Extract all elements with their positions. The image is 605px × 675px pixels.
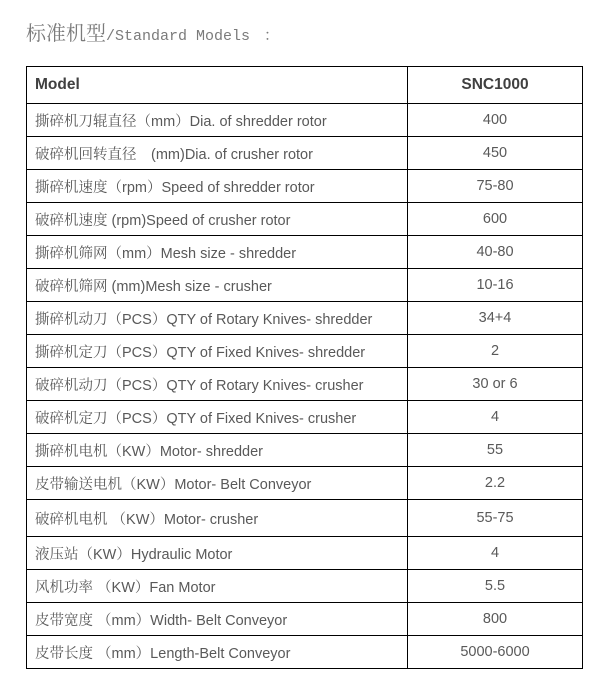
table-row	[27, 500, 583, 537]
table-header	[27, 67, 583, 104]
spec-label-cell: 撕碎机刀辊直径（mm）Dia. of shredder rotor	[27, 104, 408, 137]
spec-value-cell: 30 or 6	[408, 368, 583, 401]
spec-value-cell: 40-80	[408, 236, 583, 269]
table-row	[27, 368, 583, 401]
table-row	[27, 603, 583, 636]
table-row	[27, 137, 583, 170]
table-row	[27, 236, 583, 269]
spec-value-cell: 450	[408, 137, 583, 170]
spec-label-cell: 撕碎机速度（rpm）Speed of shredder rotor	[27, 170, 408, 203]
page-title	[26, 22, 279, 47]
spec-label-cell: 撕碎机动刀（PCS）QTY of Rotary Knives- shredder	[27, 302, 408, 335]
table-row	[27, 434, 583, 467]
spec-label-cell: 撕碎机定刀（PCS）QTY of Fixed Knives- shredder	[27, 335, 408, 368]
spec-label-cell: 皮带宽度 （mm）Width- Belt Conveyor	[27, 603, 408, 636]
spec-value-cell: 400	[408, 104, 583, 137]
table-row	[27, 570, 583, 603]
spec-label-cell: 撕碎机筛网（mm）Mesh size - shredder	[27, 236, 408, 269]
table-body	[27, 104, 583, 669]
spec-label-cell: 破碎机动刀（PCS）QTY of Rotary Knives- crusher	[27, 368, 408, 401]
spec-value-cell: 4	[408, 537, 583, 570]
spec-value-cell: 55-75	[408, 500, 583, 537]
page-title-chinese: 标准机型	[26, 23, 106, 45]
table-row	[27, 104, 583, 137]
table-row	[27, 335, 583, 368]
specifications-table	[26, 66, 583, 669]
spec-value-cell: 5000-6000	[408, 636, 583, 669]
spec-value-cell: 5.5	[408, 570, 583, 603]
spec-value-cell: 34+4	[408, 302, 583, 335]
spec-value-cell: 600	[408, 203, 583, 236]
spec-label-cell: 破碎机定刀（PCS）QTY of Fixed Knives- crusher	[27, 401, 408, 434]
spec-value-cell: 2	[408, 335, 583, 368]
spec-label-cell: 破碎机电机 （KW）Motor- crusher	[27, 500, 408, 537]
page-title-english: Standard Models	[115, 28, 251, 45]
table-row	[27, 302, 583, 335]
spec-label-cell: 破碎机回转直径 (mm)Dia. of crusher rotor	[27, 137, 408, 170]
spec-value-cell: 800	[408, 603, 583, 636]
spec-value-cell: 4	[408, 401, 583, 434]
page-title-separator: /	[106, 28, 116, 45]
column-header-snc1000: SNC1000	[408, 67, 583, 104]
spec-label-cell: 风机功率 （KW）Fan Motor	[27, 570, 408, 603]
table-row	[27, 467, 583, 500]
table-row	[27, 401, 583, 434]
spec-label-cell: 液压站（KW）Hydraulic Motor	[27, 537, 408, 570]
spec-label-cell: 撕碎机电机（KW）Motor- shredder	[27, 434, 408, 467]
table-row	[27, 269, 583, 302]
table-row	[27, 537, 583, 570]
spec-value-cell: 2.2	[408, 467, 583, 500]
table-row	[27, 170, 583, 203]
table-row	[27, 203, 583, 236]
table-header-row	[27, 67, 583, 104]
page-title-colon: ：	[264, 28, 280, 45]
spec-value-cell: 75-80	[408, 170, 583, 203]
spec-label-cell: 皮带输送电机（KW）Motor- Belt Conveyor	[27, 467, 408, 500]
column-header-model: Model	[27, 67, 408, 104]
spec-value-cell: 55	[408, 434, 583, 467]
spec-label-cell: 皮带长度 （mm）Length-Belt Conveyor	[27, 636, 408, 669]
table-row	[27, 636, 583, 669]
spec-label-cell: 破碎机速度 (rpm)Speed of crusher rotor	[27, 203, 408, 236]
spec-label-cell: 破碎机筛网 (mm)Mesh size - crusher	[27, 269, 408, 302]
spec-value-cell: 10-16	[408, 269, 583, 302]
